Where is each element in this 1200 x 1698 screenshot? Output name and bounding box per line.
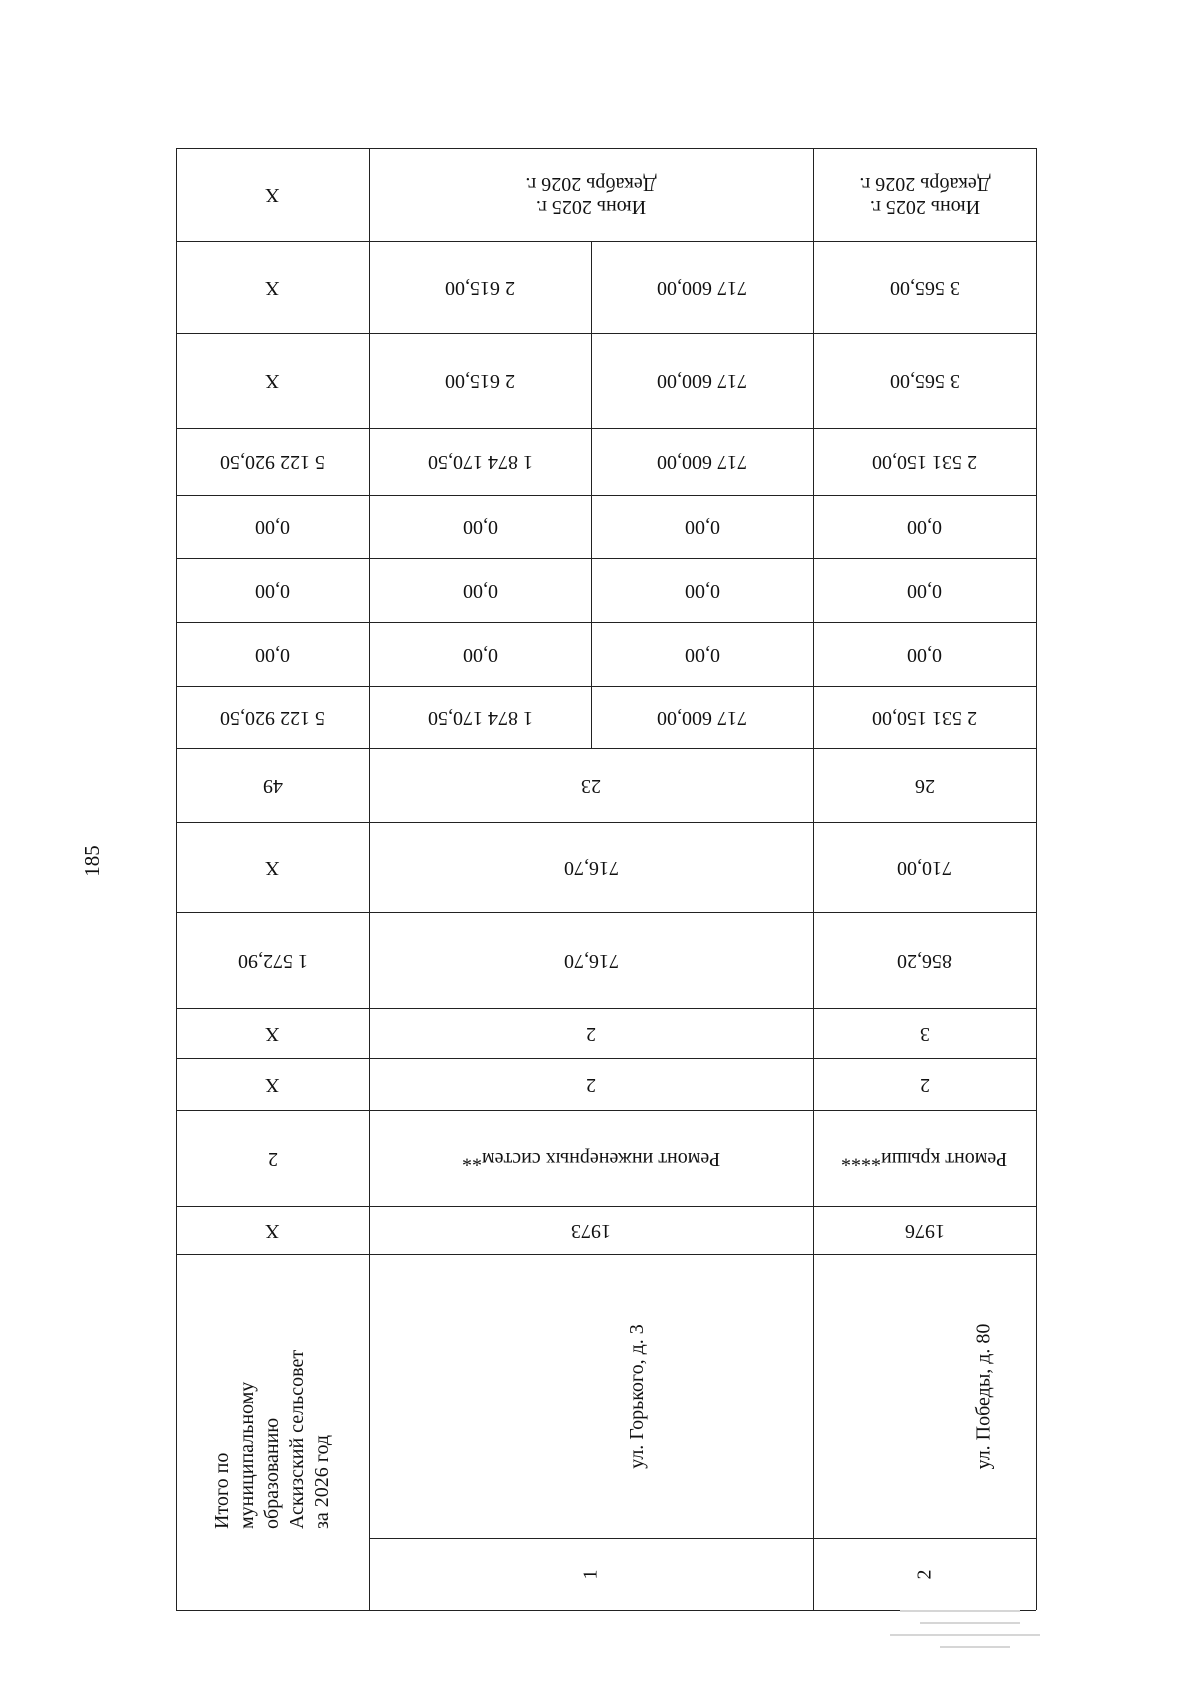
table-cell-r8-a-left: 1 874 170,50	[427, 706, 533, 729]
table-cell-r6-b: 0,00	[907, 579, 942, 602]
table-cell-r12-b: 3	[919, 1022, 930, 1045]
table-cell-r8-b: 2 531 150,00	[872, 706, 977, 729]
table-cell-r11-a: 716,70	[563, 949, 619, 972]
table-cell-r15-a: 1973	[571, 1219, 611, 1242]
table-cell-r4-a-right: 717 600,00	[657, 451, 747, 473]
table-cell-r6-a-left: 0,00	[462, 579, 498, 602]
table-cell-r5-a-left: 0,00	[462, 516, 498, 538]
table-cell-number-b: 2	[913, 1569, 935, 1579]
table-cell-r7-total: 0,00	[255, 643, 290, 666]
table-cell-r4-total: 5 122 920,50	[220, 451, 325, 473]
scan-artifact	[880, 1600, 1070, 1660]
table-cell-r12-total: X	[265, 1022, 280, 1045]
table-cell-r10-a: 716,70	[563, 856, 619, 879]
table-cell-r15-b: 1976	[904, 1219, 945, 1242]
table-cell-r6-a-right: 0,00	[684, 579, 720, 602]
table-cell-period-total: X	[265, 184, 280, 206]
table-cell-r4-b: 2 531 150,00	[872, 451, 977, 473]
table-cell-r5-b: 0,00	[907, 516, 942, 538]
table-cell-period-a: Июнь 2025 г. Декабрь 2026 г.	[525, 172, 657, 218]
table-cell-r12-a: 2	[586, 1022, 596, 1045]
table-cell-r3-total: X	[265, 370, 280, 392]
table-cell-r5-total: 0,00	[255, 516, 290, 538]
table-cell-number-a: 1	[579, 1569, 602, 1579]
table-cell-address-b: ул. Победы, д. 80	[972, 1323, 995, 1469]
table-cell-r14-total: 2	[267, 1147, 278, 1170]
table-border-right	[1036, 148, 1037, 1610]
table-cell-r10-total: X	[265, 856, 280, 879]
table-cell-r3-b: 3 565,00	[889, 370, 960, 392]
table-cell-address-a: ул. Горького, д. 3	[625, 1323, 648, 1469]
page-number: 185	[80, 845, 104, 877]
table-cell-r8-total: 5 122 920,50	[220, 706, 325, 729]
table-cell-r14-b: Ремонт крыши****	[841, 1147, 1008, 1170]
table-cell-r14-a: Ремонт инженерных систем**	[461, 1147, 721, 1170]
table-cell-r7-a-left: 0,00	[462, 643, 498, 666]
table-cell-r10-b: 710,00	[897, 856, 952, 879]
table-cell-r3-a-right: 717 600,00	[657, 370, 747, 392]
table-cell-r9-total: 49	[262, 774, 283, 797]
table-cell-r13-a: 2	[586, 1073, 596, 1096]
table-cell-r9-b: 26	[914, 774, 935, 797]
table-cell-r2-total: X	[265, 276, 280, 299]
table-cell-r7-b: 0,00	[907, 643, 942, 666]
table-cell-r7-a-right: 0,00	[684, 643, 720, 666]
table-cell-r6-total: 0,00	[255, 579, 290, 602]
table-cell-r3-a-left: 2 615,00	[445, 370, 515, 392]
table-cell-r4-a-left: 1 874 170,50	[427, 451, 533, 473]
table-cell-period-b: Июнь 2025 г. Декабрь 2026 г.	[858, 172, 991, 218]
table-cell-address-total: Итого по муниципальному образованию Аскизский сельсовет за 2026 год	[211, 1349, 333, 1529]
table-cell-r2-b: 3 565,00	[889, 276, 960, 299]
table-cell-r11-total: 1 572,90	[237, 949, 308, 972]
table-cell-r15-total: X	[265, 1219, 280, 1242]
table-cell-r5-a-right: 0,00	[684, 516, 720, 538]
table-cell-r2-a-right: 717 600,00	[657, 276, 747, 299]
table-cell-r13-total: X	[265, 1073, 280, 1096]
table-cell-r9-a: 23	[581, 774, 601, 797]
table-cell-r8-a-right: 717 600,00	[657, 706, 747, 729]
table-cell-r13-b: 2	[919, 1073, 930, 1096]
table-cell-r2-a-left: 2 615,00	[445, 276, 515, 299]
table-cell-r11-b: 856,20	[897, 949, 952, 972]
